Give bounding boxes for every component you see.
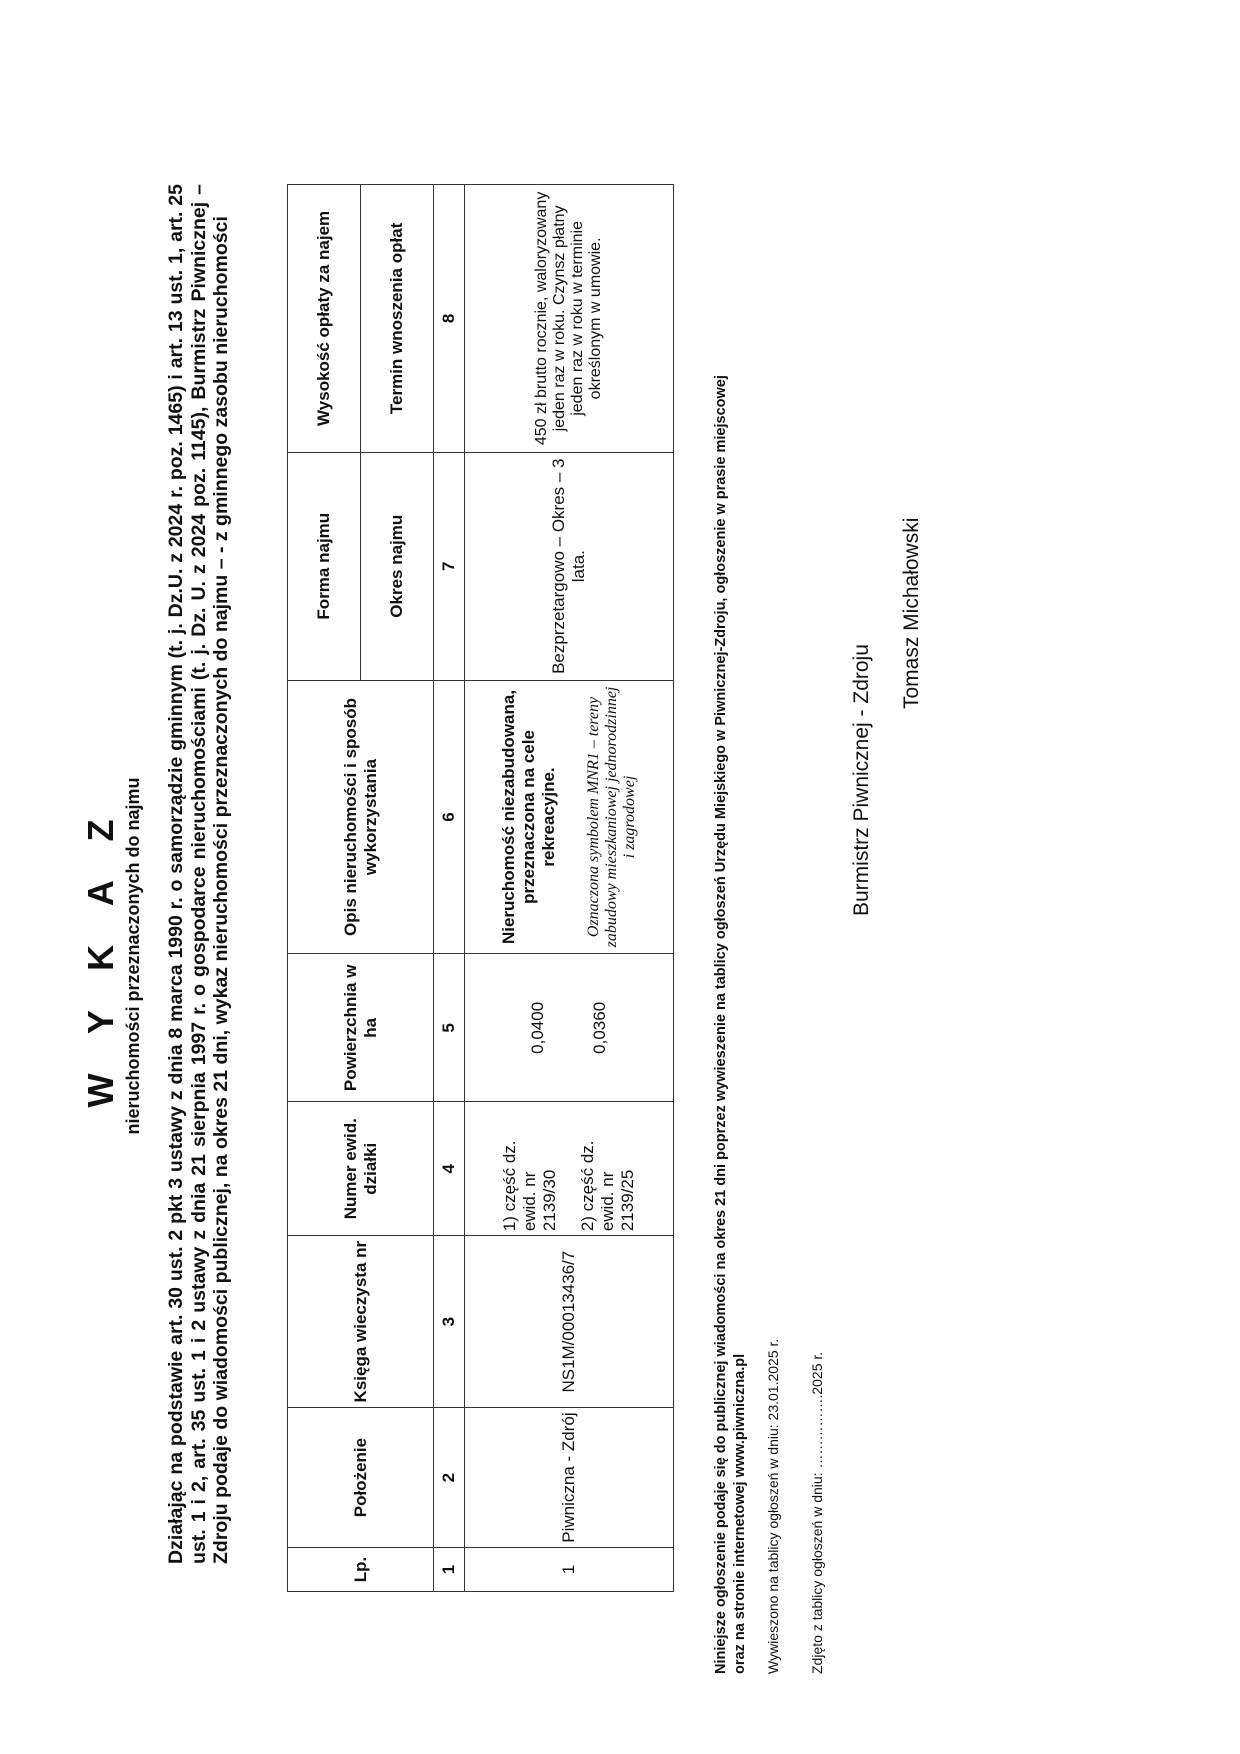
header-polozenie: Położenie	[288, 1408, 434, 1548]
cell-oplata: 450 zł brutto rocznie, waloryzowany jeden raz w roku. Czynsz płatny jeden raz w roku w terminie określonym w umowie.	[465, 185, 674, 453]
opis-bold: Nieruchomość niezabudowana, przeznaczona na cele rekreacyjne.	[499, 689, 558, 945]
col-number: 2	[434, 1408, 465, 1548]
signature-name: Tomasz Michałowski	[900, 517, 923, 709]
cell-okres: Bezprzetargowo – Okres – 3 lata.	[465, 452, 674, 680]
intro-paragraph: Działając na podstawie art. 30 ust. 2 pkt 3 ustawy z dnia 8 marca 1990 r. o samorządzie gminnym (t. j. Dz.U. z 2024 r. poz. 1465) i art. 13 ust. 1, art. 25 ust. 1 i 2, art. 35 ust. 1 i 2 ustawy z dnia 21 sierpnia 1997 r. o gospodarce nieruchomościami (t. j. Dz. U. z 2024 poz. 1145), Burmistrz Piwnicznej – Zdroju podaje do wiadomości publicznej, na okres 21 dni, wykaz nieruchomości przeznaczonych do najmu – - z gminnego zasobu nieruchomości	[165, 184, 232, 1564]
cell-ksiega: NS1M/00013436/7	[465, 1236, 674, 1408]
header-powierzchnia: Powierzchnia w ha	[288, 954, 434, 1102]
column-number-row	[434, 185, 465, 1592]
table-row	[465, 185, 674, 1592]
header-opis: Opis nieruchomości i sposób wykorzystania	[288, 680, 434, 954]
powierzchnia-2: 0,0360	[590, 1001, 609, 1054]
col-number: 4	[434, 1102, 465, 1236]
col-number: 8	[434, 185, 465, 453]
header-okres: Okres najmu	[361, 452, 434, 680]
removed-date: Zdjęto z tablicy ogłoszeń w dniu: …………….2025 r.	[809, 1351, 825, 1674]
powierzchnia-1: 0,0400	[528, 1001, 547, 1054]
public-notice: Niniejsze ogłoszenie podaje się do publicznej wiadomości na okres 21 dni poprzez wywieszenie na tablicy ogłoszeń Urzędu Miejskiego w Piwnicznej-Zdroju, ogłoszenie w prasie miejscowej oraz na stronie internetowej www.piwniczna.pl	[713, 375, 748, 1674]
col-number: 1	[434, 1548, 465, 1592]
header-wysokosc: Wysokość opłaty za najem	[288, 185, 361, 453]
signature-title: Burmistrz Piwnicznej - Zdroju	[850, 644, 873, 916]
cell-polozenie: Piwniczna - Zdrój	[465, 1408, 674, 1548]
cell-opis	[465, 680, 674, 954]
document-subtitle: nieruchomości przeznaczonych do najmu	[123, 777, 143, 1135]
header-forma: Forma najmu	[288, 452, 361, 680]
property-table	[287, 184, 674, 1592]
cell-dzialka	[465, 1102, 674, 1236]
header-termin: Termin wnoszenia opłat	[361, 185, 434, 453]
col-number: 5	[434, 954, 465, 1102]
header-numer: Numer ewid. działki	[288, 1102, 434, 1236]
dzialka-1: 1) część dz. ewid. nr 2139/30	[500, 1140, 559, 1232]
cell-powierzchnia	[465, 954, 674, 1102]
dzialka-2: 2) część dz. ewid. nr 2139/25	[578, 1140, 637, 1232]
document-title: W Y K A Z	[80, 804, 121, 1108]
posted-date: Wywieszono na tablicy ogłoszeń w dniu: 23.01.2025 r.	[765, 1338, 781, 1674]
header-ksiega: Księga wieczysta nr	[288, 1236, 434, 1408]
header-lp: Lp.	[288, 1548, 434, 1592]
col-number: 7	[434, 452, 465, 680]
cell-lp: 1	[465, 1548, 674, 1592]
col-number: 3	[434, 1236, 465, 1408]
opis-italic: Oznaczona symbolem MNR1 – tereny zabudowy mieszkaniowej jednorodzinnej i zagrodowej	[585, 686, 638, 948]
header-row-1	[288, 185, 361, 1592]
col-number: 6	[434, 680, 465, 954]
